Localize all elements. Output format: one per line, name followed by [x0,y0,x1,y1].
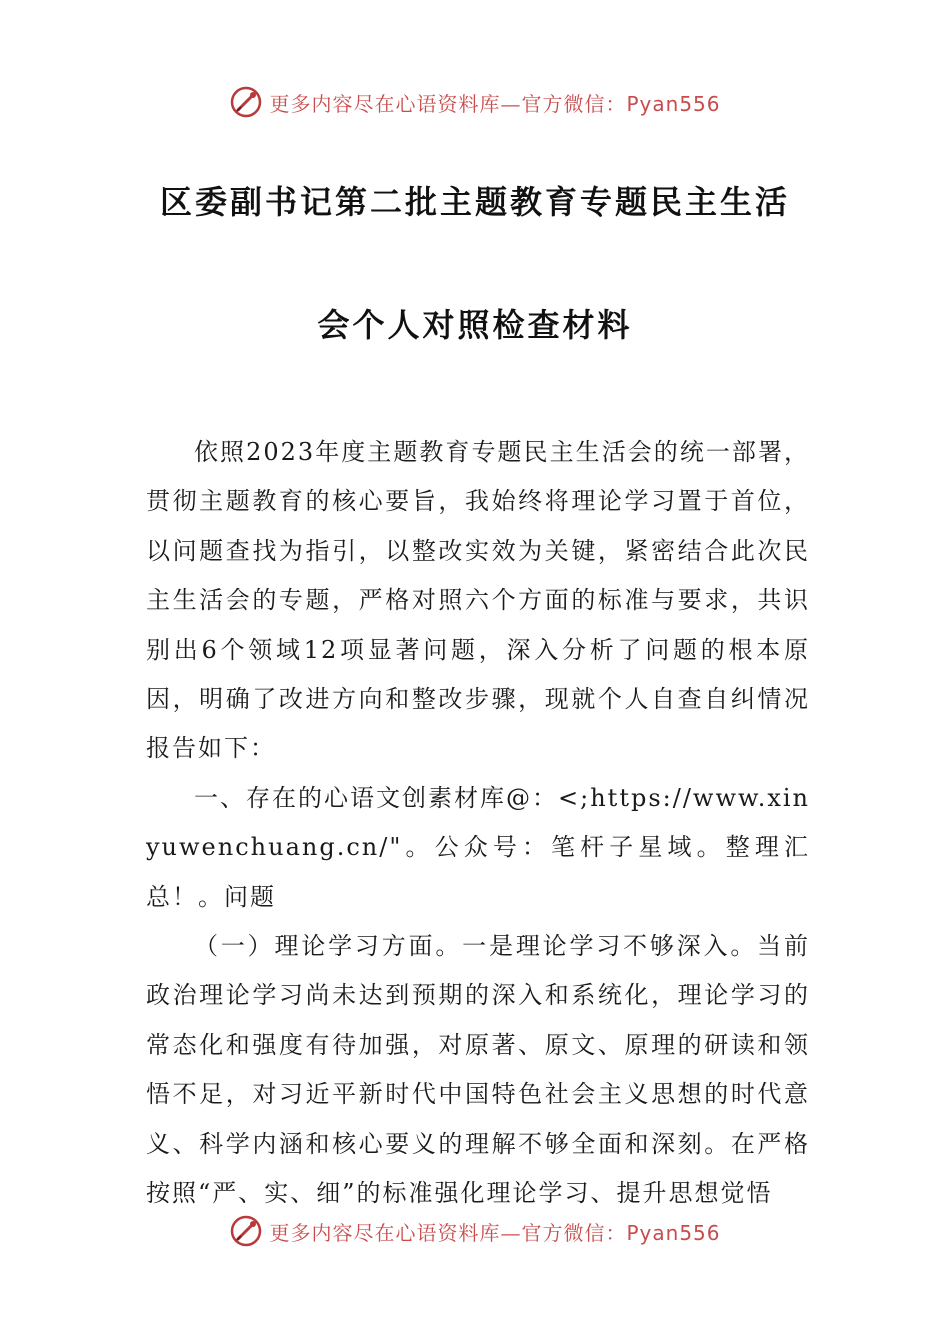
banner-text: 更多内容尽在心语资料库—官方微信：Pyan556 [269,91,721,116]
pen-circle-logo-icon [229,1214,263,1248]
banner-text: 更多内容尽在心语资料库—官方微信：Pyan556 [269,1220,721,1245]
document-body [146,428,810,1219]
pen-circle-logo-icon [229,85,263,119]
document-title-line-2: 会个人对照检查材料 [317,306,633,344]
wechat-id: Pyan556 [626,1220,721,1245]
header-banner [0,82,950,122]
document-title-line-1: 区委副书记第二批主题教育专题民主生活 [159,183,790,221]
section-one-heading: 一、存在的心语文创素材库@：<;https://www.xinyuwenchuang.cn/"。公众号：笔杆子星域。整理汇总！。问题 [146,783,810,911]
subsection-one-paragraph: （一）理论学习方面。一是理论学习不够深入。当前政治理论学习尚未达到预期的深入和系统化，理论学习的常态化和强度有待加强，对原著、原文、原理的研读和领悟不足，对习近平新时代中国特色社会主义思想的时代意义、科学内涵和核心要义的理解不够全面和深刻。在严格按照“严、实、细”的标准强化理论学习、提升思想觉悟 [146,932,810,1208]
wechat-id: Pyan556 [626,91,721,116]
intro-paragraph: 依照2023年度主题教育专题民主生活会的统一部署，贯彻主题教育的核心要旨，我始终将理论学习置于首位，以问题查找为指引，以整改实效为关键，紧密结合此次民主生活会的专题，严格对照六个方面的标准与要求，共识别出6个领域12项显著问题，深入分析了问题的根本原因，明确了改进方向和整改步骤，现就个人自查自纠情况报告如下： [146,438,810,763]
footer-banner [0,1211,950,1251]
